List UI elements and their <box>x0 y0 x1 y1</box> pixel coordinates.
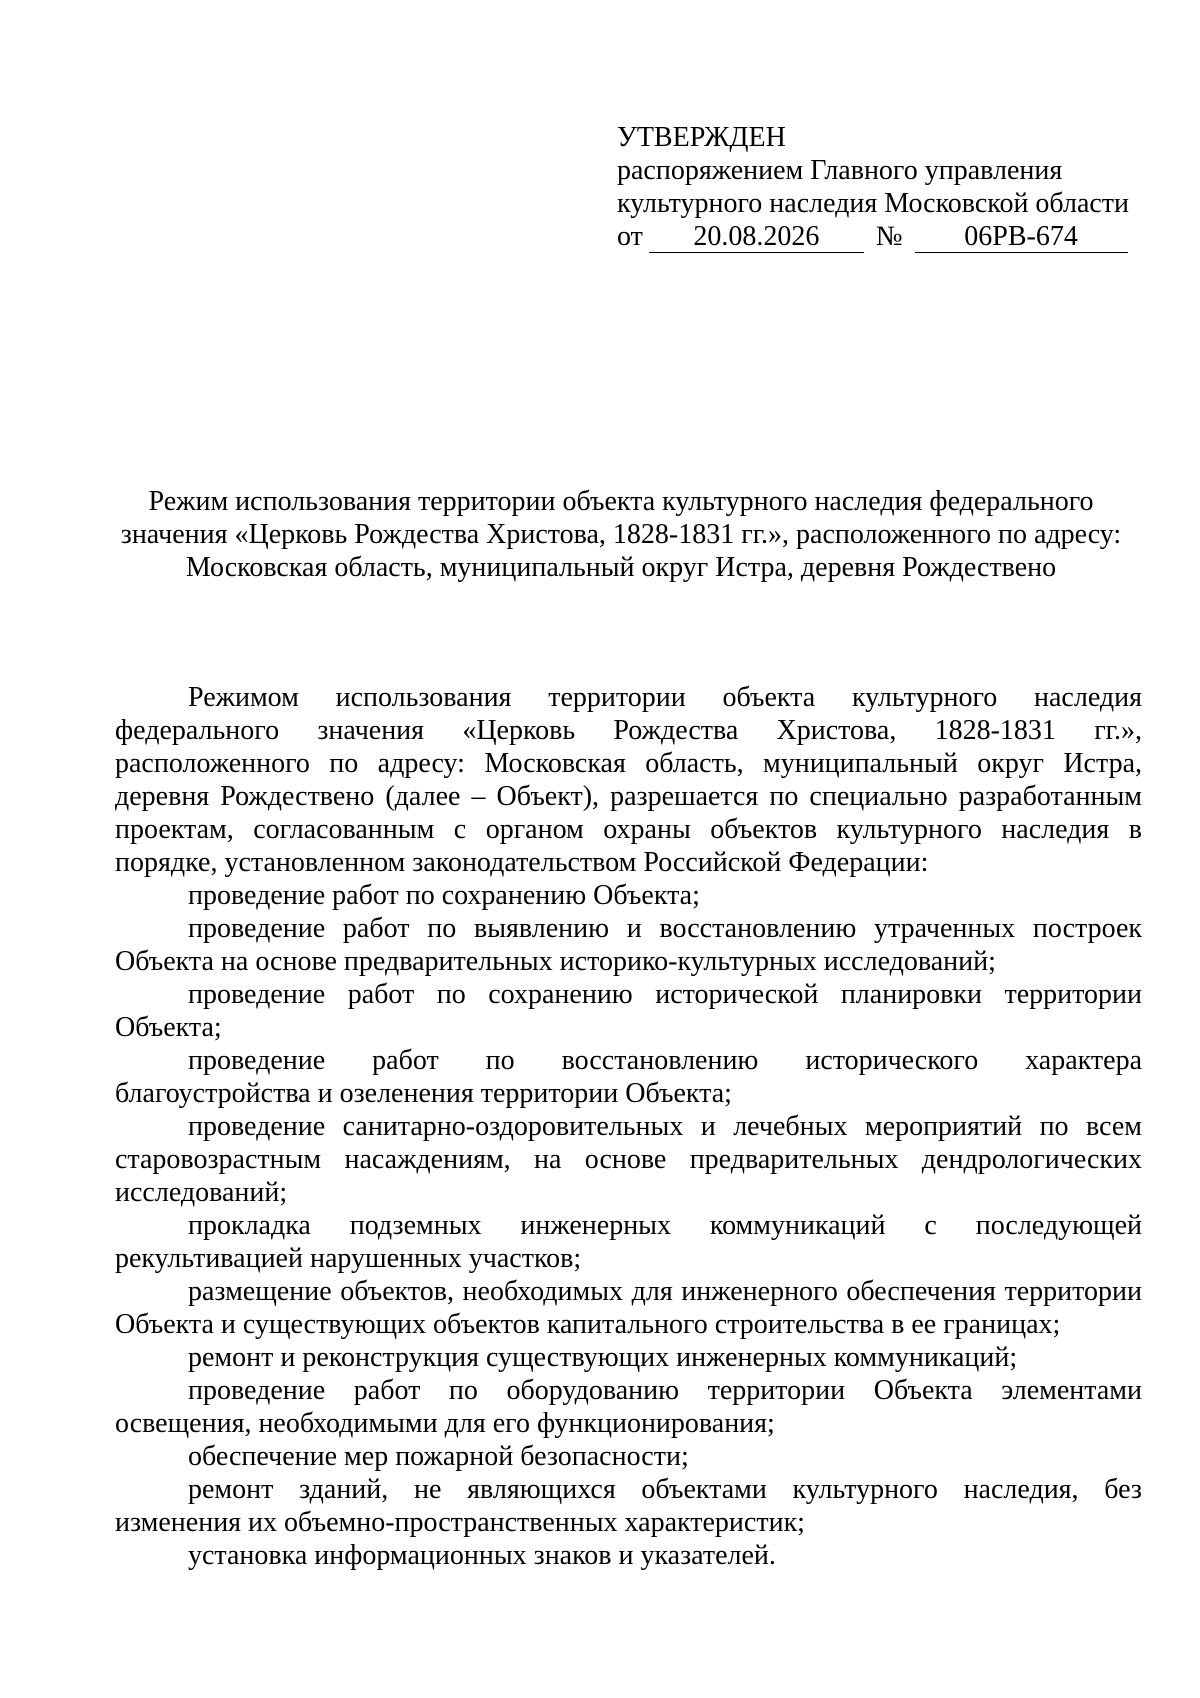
approval-date-line <box>617 220 1177 253</box>
approval-line-2: культурного наследия Московской области <box>617 188 1130 219</box>
title-line-2: значения «Церковь Рождества Христова, 1828-1831 гг.», расположенного по адресу: <box>120 519 1122 550</box>
approval-line-1: распоряжением Главного управления <box>617 155 1063 186</box>
list-item: проведение работ по восстановлению исторического характера благоустройства и озеленения территории Объекта; <box>115 1045 1142 1109</box>
list-item: прокладка подземных инженерных коммуникаций с последующей рекультивацией нарушенных участков; <box>115 1210 1142 1274</box>
list-item: проведение работ по сохранению Объекта; <box>188 880 700 911</box>
list-item: размещение объектов, необходимых для инженерного обеспечения территории Объекта и существующих объектов капитального строительства в ее границах; <box>115 1276 1142 1340</box>
list-item: установка информационных знаков и указателей. <box>188 1540 776 1571</box>
title-line-3: Московская область, муниципальный округ Истра, деревня Рождествено <box>185 552 1057 583</box>
list-item: проведение работ по выявлению и восстановлению утраченных построек Объекта на основе предварительных историко-культурных исследований; <box>115 913 1142 977</box>
approval-date: 20.08.2026 <box>649 222 864 253</box>
document-body <box>115 681 1142 1572</box>
list-item: проведение работ по оборудованию территории Объекта элементами освещения, необходимыми для его функционирования; <box>115 1375 1142 1439</box>
list-item: обеспечение мер пожарной безопасности; <box>188 1441 689 1472</box>
list-item: проведение работ по сохранению исторической планировки территории Объекта; <box>115 979 1142 1043</box>
list-item: проведение санитарно-оздоровительных и лечебных мероприятий по всем старовозрастным насаждениям, на основе предварительных дендрологических исследований; <box>115 1111 1142 1208</box>
list-item: ремонт зданий, не являющихся объектами культурного наследия, без изменения их объемно-пространственных характеристик; <box>115 1474 1142 1538</box>
approval-stamp <box>617 121 1177 253</box>
number-sign: № <box>875 221 903 252</box>
list-item: ремонт и реконструкция существующих инженерных коммуникаций; <box>188 1342 1018 1373</box>
intro-paragraph: Режимом использования территории объекта культурного наследия федерального значения «Церковь Рождества Христова, 1828-1831 гг.», расположенного по адресу: Московская область, муниципальный округ Истра, деревня Рождествено (далее – Объект), разрешается по специально разработанным проектам, согласованным с органом охраны объектов культурного наследия в порядке, установленном законодательством Российской Федерации: <box>115 682 1142 878</box>
document-title <box>100 485 1142 584</box>
approval-heading: УТВЕРЖДЕН <box>617 122 786 153</box>
approval-number: 06РВ-674 <box>915 222 1128 253</box>
title-line-1: Режим использования территории объекта культурного наследия федерального <box>148 486 1094 517</box>
date-prefix: от <box>617 221 643 252</box>
